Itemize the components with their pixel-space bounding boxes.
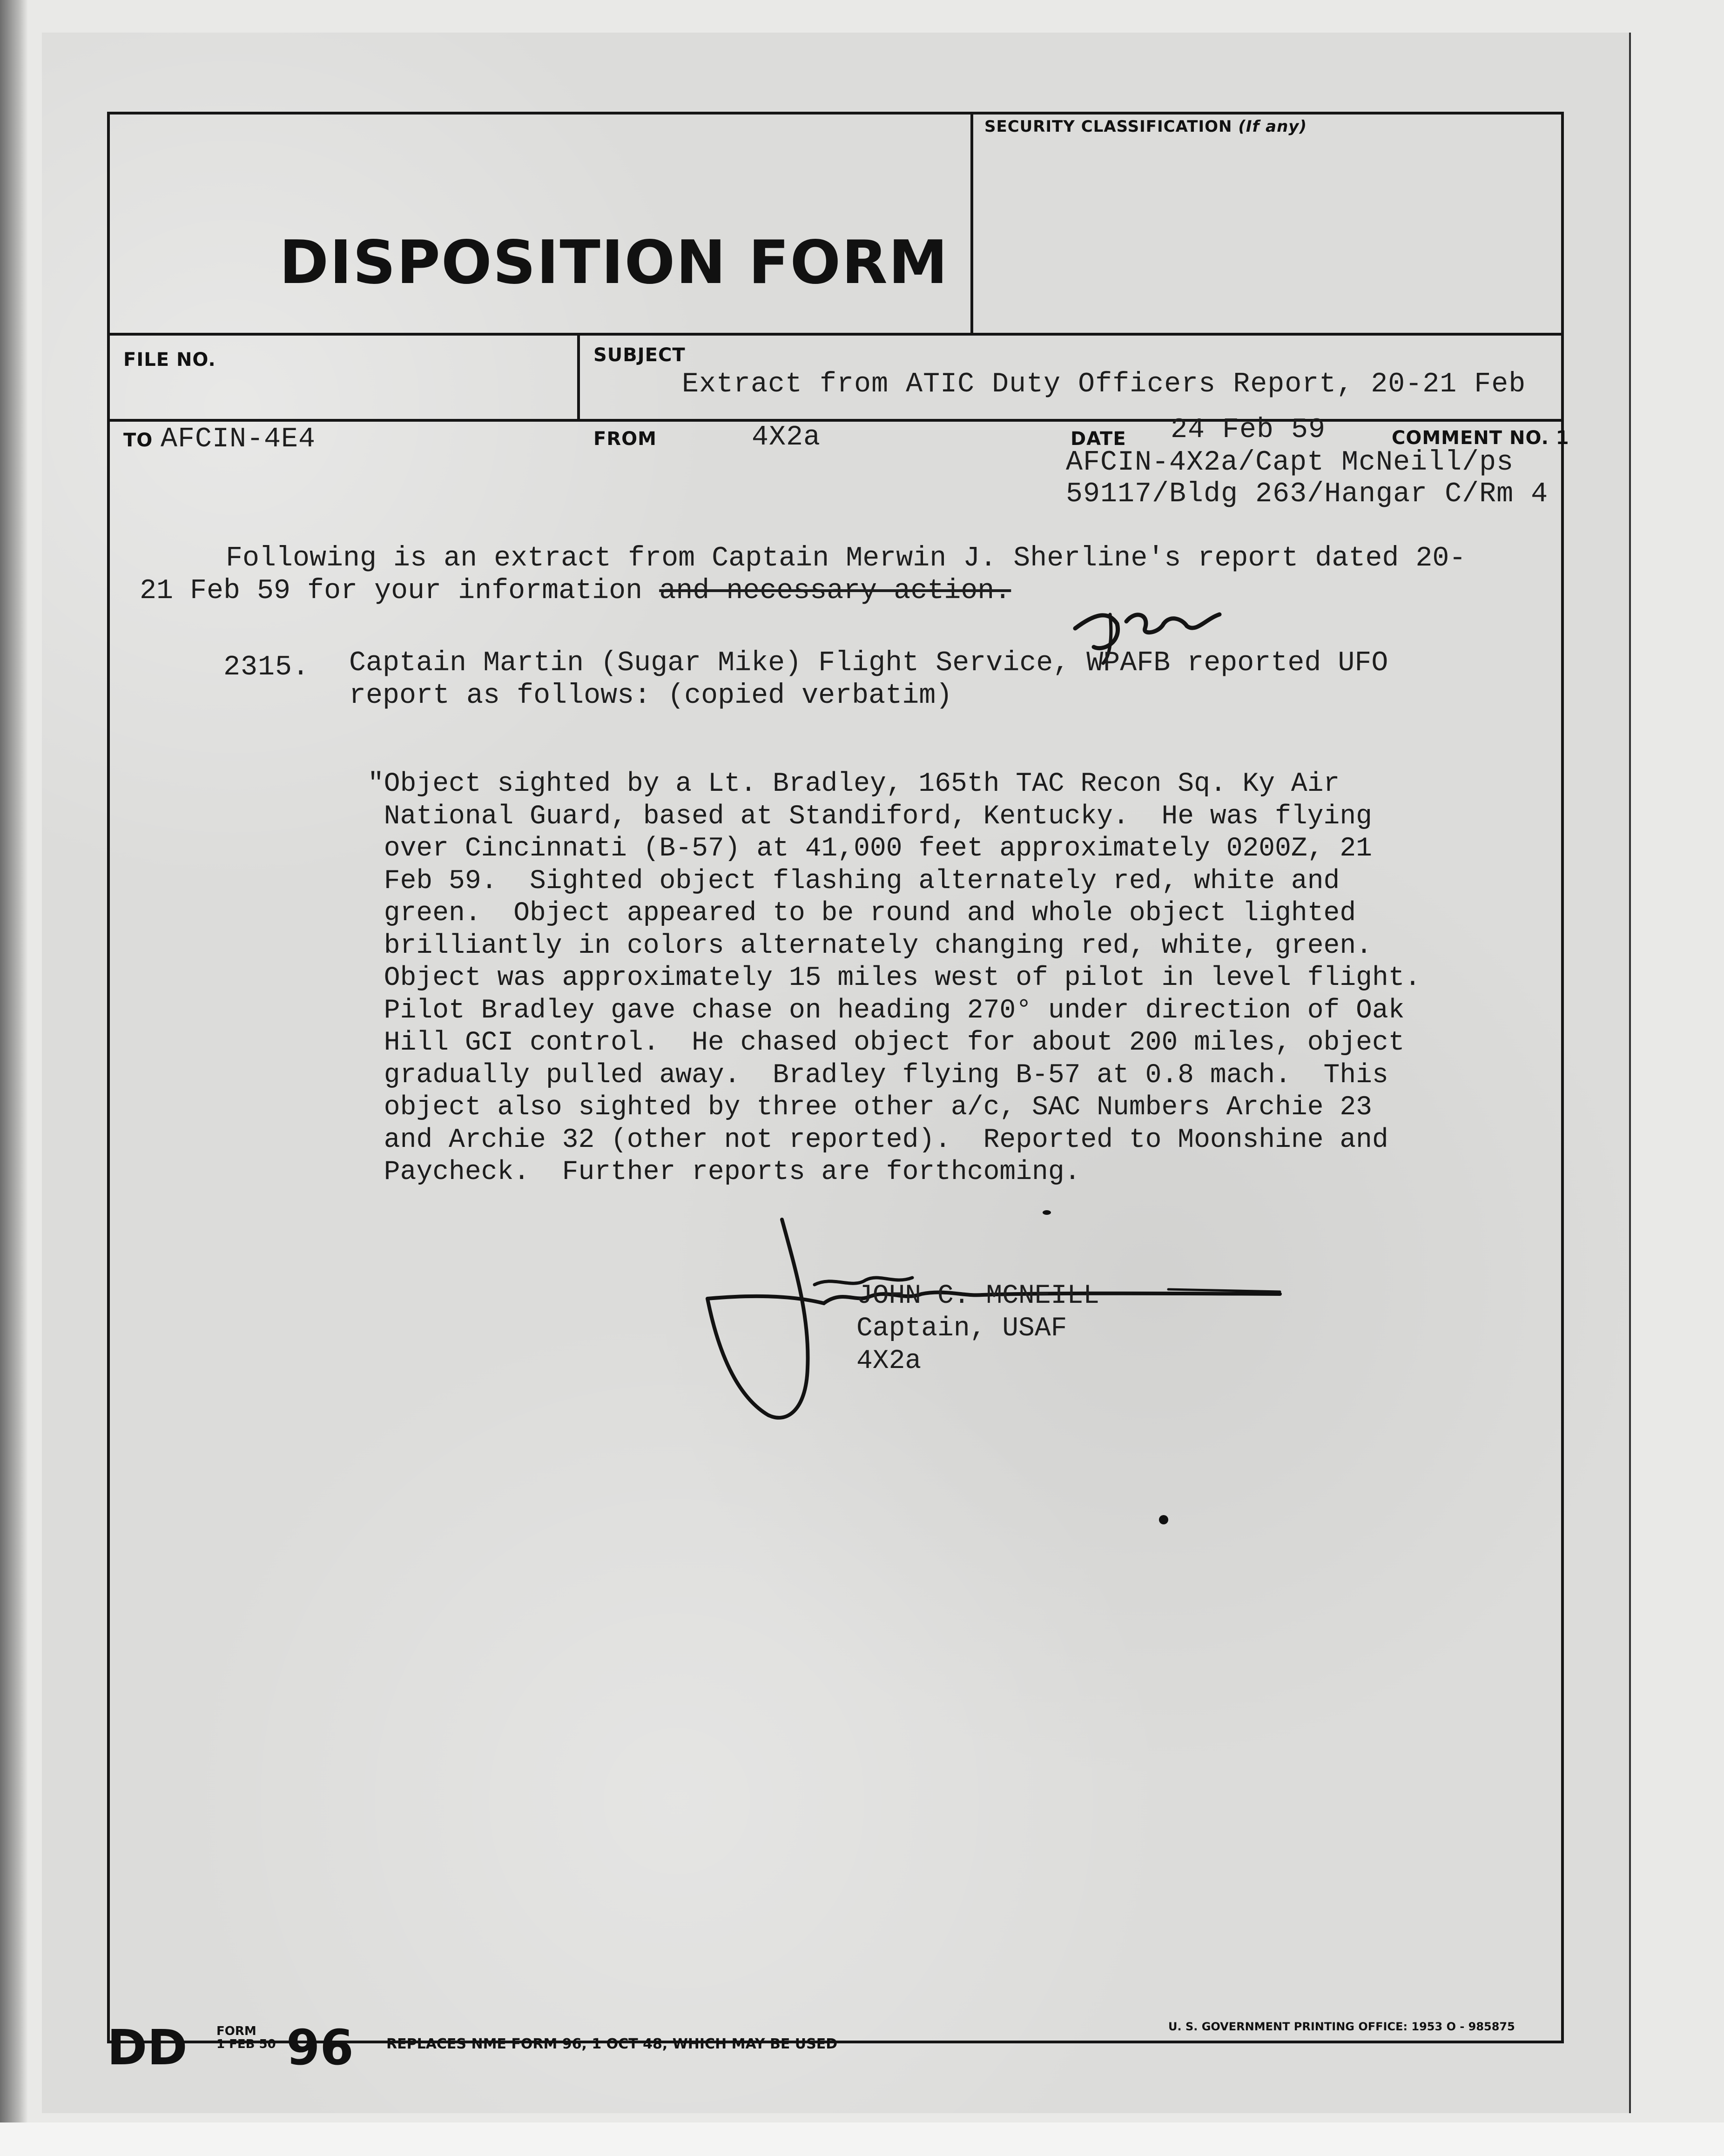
- from-value: 4X2a: [752, 422, 821, 453]
- signer-name: JOHN C. MCNEILL: [856, 1281, 1100, 1311]
- quote-line: brilliantly in colors alternately changing red, white, green.: [368, 930, 1372, 961]
- quote-line: "Object sighted by a Lt. Bradley, 165th TAC Recon Sq. Ky Air: [368, 769, 1340, 799]
- quote-line: Feb 59. Sighted object flashing alternately red, white and: [368, 866, 1340, 896]
- scan-edge: [0, 0, 28, 2156]
- scan-margin: [0, 2122, 1724, 2156]
- replaces-note: REPLACES NME FORM 96, 1 OCT 48, WHICH MAY BE USED: [386, 2036, 838, 2052]
- from-label: FROM: [593, 428, 657, 450]
- quote-line: National Guard, based at Standiford, Kentucky. He was flying: [368, 801, 1372, 832]
- ink-speck: [1043, 1210, 1051, 1215]
- entry-paragraph: [349, 647, 1388, 712]
- quote-line: Object was approximately 15 miles west of pilot in level flight.: [368, 963, 1421, 993]
- quote-line: and Archie 32 (other not reported). Reported to Moonshine and: [368, 1125, 1388, 1155]
- signature-block: [856, 1280, 1099, 1378]
- intro-paragraph-cont: [140, 575, 1011, 607]
- struck-text: and necessary action.: [659, 575, 1011, 607]
- form-date-label: FORM 1 FEB 50: [216, 2024, 276, 2051]
- quote-line: gradually pulled away. Bradley flying B-57 at 0.8 mach. This: [368, 1060, 1388, 1091]
- quote-line: green. Object appeared to be round and whole object lighted: [368, 898, 1356, 929]
- subject-label: SUBJECT: [593, 344, 686, 366]
- quote-line: Hill GCI control. He chased object for about 200 miles, object: [368, 1028, 1405, 1058]
- intro-paragraph: [226, 542, 1466, 575]
- form-title: DISPOSITION FORM: [279, 228, 949, 297]
- file-no-label: FILE NO.: [123, 349, 216, 371]
- gpo-imprint: U. S. GOVERNMENT PRINTING OFFICE: 1953 O - 985875: [1168, 2020, 1515, 2033]
- signer-rank: Captain, USAF: [856, 1314, 1067, 1344]
- subject-value: Extract from ATIC Duty Officers Report, 20-21 Feb: [682, 369, 1526, 400]
- security-divider: [970, 112, 973, 334]
- security-classification-label: SECURITY CLASSIFICATION (If any): [984, 117, 1307, 136]
- ink-speck: [1159, 1515, 1168, 1524]
- originator-line-1: AFCIN-4X2a/Capt McNeill/ps: [1066, 447, 1514, 478]
- entry-line-1: Captain Martin (Sugar Mike) Flight Service, WPAFB reported UFO: [349, 647, 1388, 679]
- quote-line: over Cincinnati (B-57) at 41,000 feet approximately 0200Z, 21: [368, 834, 1372, 864]
- verbatim-report: [368, 768, 1421, 1189]
- entry-time: 2315.: [223, 652, 310, 683]
- dd-mark: DD: [107, 2019, 188, 2076]
- disposition-form-page: [42, 33, 1631, 2113]
- file-subject-divider: [577, 333, 580, 420]
- to-value: AFCIN-4E4: [161, 424, 316, 455]
- entry-line-2: report as follows: (copied verbatim): [349, 680, 953, 712]
- date-label: DATE: [1071, 428, 1126, 450]
- form-number: 96: [286, 2019, 354, 2076]
- date-value: 24 Feb 59: [1171, 414, 1326, 446]
- to-label: TO: [123, 430, 153, 451]
- quote-line: Paycheck. Further reports are forthcoming.: [368, 1157, 1081, 1187]
- comment-no-label: COMMENT NO. 1: [1392, 427, 1569, 449]
- originator-line-2: 59117/Bldg 263/Hangar C/Rm 4: [1066, 478, 1549, 510]
- signer-office: 4X2a: [856, 1346, 922, 1376]
- header-divider: [107, 333, 1564, 336]
- quote-line: Pilot Bradley gave chase on heading 270° under direction of Oak: [368, 995, 1405, 1026]
- quote-line: object also sighted by three other a/c, SAC Numbers Archie 23: [368, 1092, 1372, 1123]
- subject-divider: [107, 419, 1564, 422]
- intro-line-2: 21 Feb 59 for your information: [140, 575, 660, 607]
- intro-line-1: Following is an extract from Captain Merwin J. Sherline's report dated 20-: [226, 543, 1466, 574]
